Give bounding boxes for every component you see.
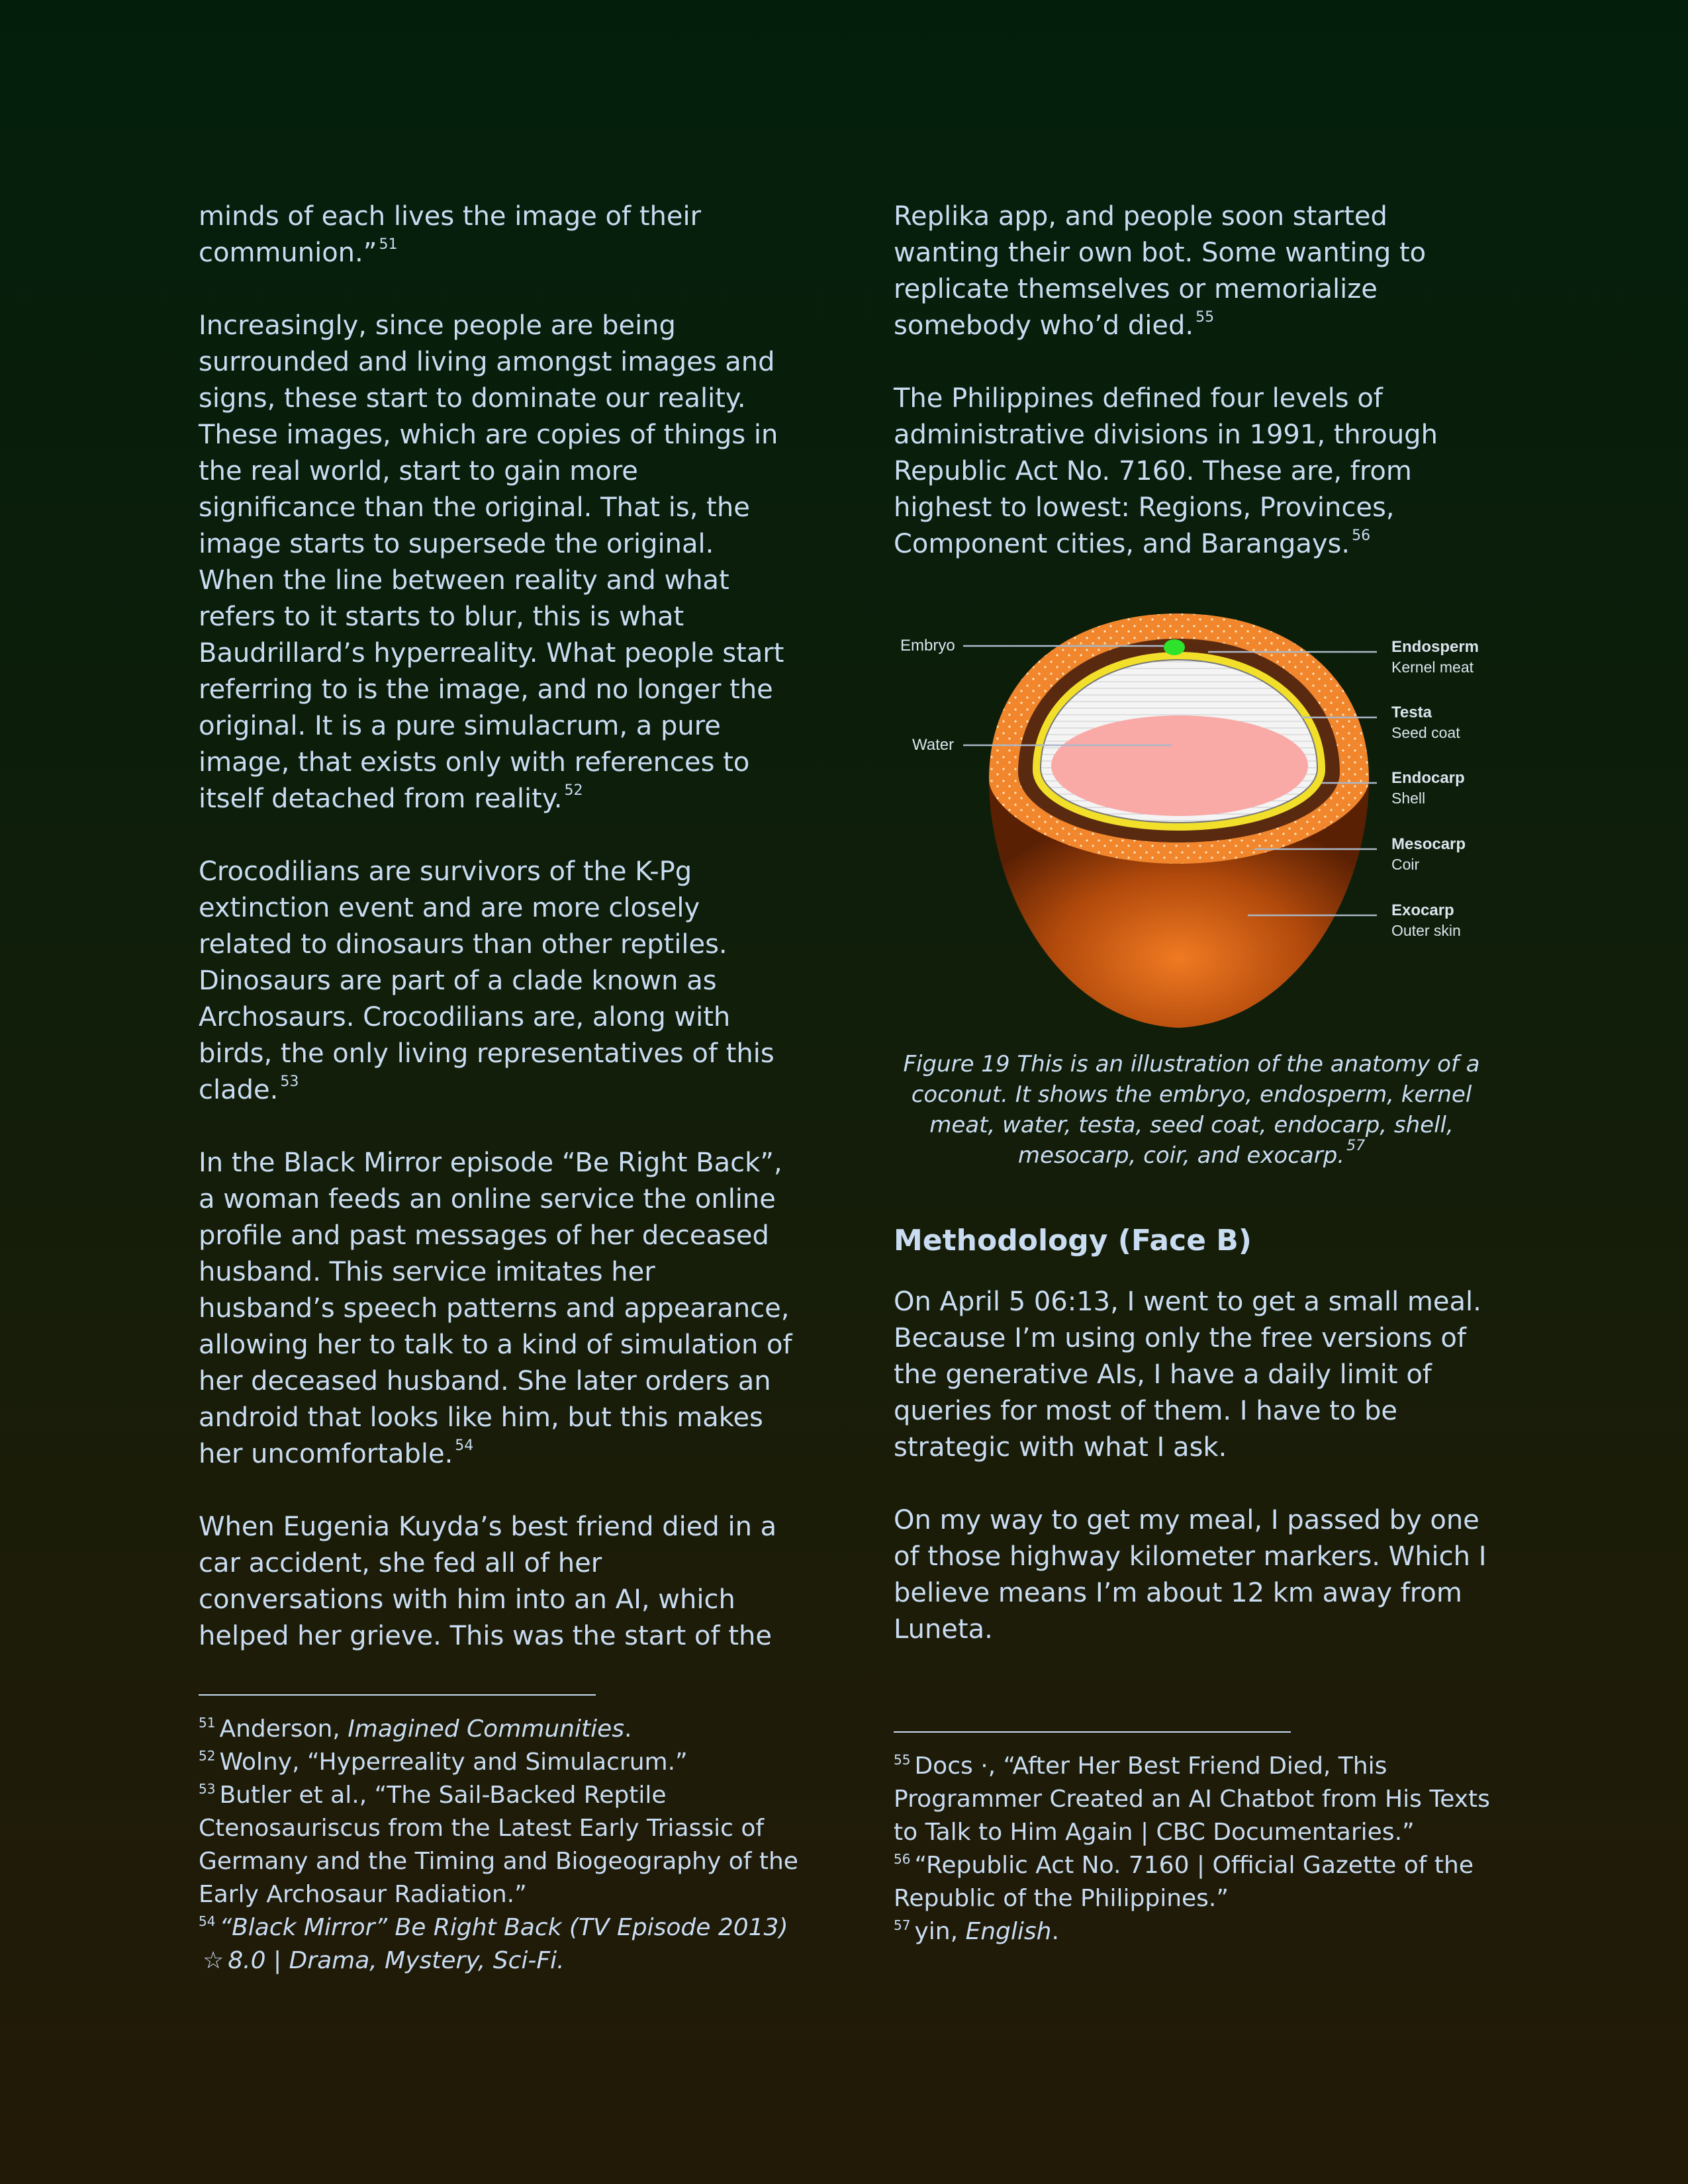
footnote-ref[interactable]: 53	[280, 1073, 299, 1091]
footnote-56: $^{56}$ “Republic Act No. 7160 | Official Gazette of the Republic of the Philippines.”	[894, 1851, 1474, 1912]
testa-sublabel: Seed coat	[1391, 724, 1460, 741]
paragraph: Replika app, and people soon started wanting their own bot. Some wanting to replicate themselves or memorialize somebody who’d died. $^{55}$	[894, 201, 1427, 341]
endocarp-sublabel: Shell	[1391, 790, 1426, 807]
footnotes-left	[199, 1694, 801, 1978]
endosperm-label: Endosperm	[1391, 638, 1479, 656]
left-column	[199, 199, 794, 1691]
footnote-ref[interactable]: 55	[1196, 309, 1215, 326]
footnote-ref[interactable]: 52	[564, 782, 583, 799]
footnote-ref[interactable]: 54	[455, 1437, 474, 1455]
footnote-51: $^{51}$ Anderson, Imagined Communities.	[199, 1715, 632, 1743]
right-column	[894, 199, 1489, 1684]
paragraph: Crocodilians are survivors of the K-Pg extinction event and are more closely related to dinosaurs than other reptiles. Dinosaurs are part of a clade known as Archosaurs. Crocodilians are, along with birds, the only living representatives of this clade. $^{53}$	[199, 856, 774, 1105]
footnote-57: $^{57}$ yin, English.	[894, 1917, 1059, 1945]
endocarp-label: Endocarp	[1391, 769, 1465, 787]
paragraph: On April 5 06:13, I went to get a small meal. Because I’m using only the free versions of the generative AIs, I have a daily limit of queries for most of them. I have to be strategic with what I ask.	[894, 1287, 1481, 1463]
star-icon: ☆	[203, 1947, 224, 1974]
coconut-diagram	[894, 599, 1489, 1049]
footnote-ref[interactable]: 51	[379, 236, 398, 253]
embryo-label: Embryo	[900, 637, 955, 655]
footnote-52: $^{52}$ Wolny, “Hyperreality and Simulacrum.”	[199, 1748, 688, 1776]
section-heading: Methodology (Face B)	[894, 1224, 1252, 1257]
exocarp-sublabel: Outer skin	[1391, 922, 1461, 939]
exocarp-label: Exocarp	[1391, 901, 1454, 919]
footnote-divider	[894, 1731, 1291, 1733]
paragraph: Increasingly, since people are being surrounded and living amongst images and signs, these start to dominate our reality. These images, which are copies of things in the real world, start to gain more significance than the original. That is, the image starts to supersede the original. When the line between reality and what refers to it starts to blur, this is what Baudrillard’s hyperreality. What people start referring to is the image, and no longer the original. It is a pure simulacrum, a pure image, that exists only with references to itself detached from reality. $^{52}$	[199, 310, 784, 814]
footnotes-right	[894, 1731, 1496, 1948]
water-label: Water	[912, 736, 955, 754]
mesocarp-label: Mesocarp	[1391, 835, 1466, 853]
endosperm-sublabel: Kernel meat	[1391, 659, 1474, 676]
figure-caption: Figure 19 This is an illustration of the anatomy of a coconut. It shows the embryo, endosperm, kernel meat, water, testa, seed coat, endocarp, shell, mesocarp, coir, and exocarp. $^{57}$	[903, 1051, 1480, 1169]
paragraph: On my way to get my meal, I passed by one of those highway kilometer markers. Which I believe means I’m about 12 km away from Luneta.	[894, 1505, 1487, 1645]
paragraph: minds of each lives the image of their communion.” $^{51}$	[199, 201, 702, 268]
water-pool	[1051, 715, 1308, 816]
footnote-divider	[199, 1694, 596, 1696]
paragraph: The Philippines defined four levels of administrative divisions in 1991, through Republic Act No. 7160. These are, from highest to lowest: Regions, Provinces, Component cities, and Barangays. $^{56}$	[894, 383, 1438, 559]
footnote-ref[interactable]: 56	[1352, 527, 1371, 545]
paragraph: When Eugenia Kuyda’s best friend died in a car accident, she fed all of her conversations with him into an AI, which helped her grieve. This was the start of the	[199, 1512, 777, 1651]
mesocarp-sublabel: Coir	[1391, 856, 1420, 873]
footnote-53: $^{53}$ Butler et al., “The Sail-Backed Reptile Ctenosauriscus from the Latest Early Triassic of Germany and the Timing and Biogeography of the Early Archosaur Radiation.”	[199, 1781, 798, 1908]
footnote-55: $^{55}$ Docs ·, “After Her Best Friend Died, This Programmer Created an AI Chatbot from His Texts to Talk to Him Again | CBC Documentaries.”	[894, 1752, 1490, 1846]
embryo-dot	[1164, 639, 1185, 655]
coconut-figure	[894, 599, 1489, 1049]
paragraph: In the Black Mirror episode “Be Right Back”, a woman feeds an online service the online profile and past messages of her deceased husband. This service imitates her husband’s speech patterns and appearance, allowing her to talk to a kind of simulation of her deceased husband. She later orders an android that looks like him, but this makes her uncomfortable. $^{54}$	[199, 1148, 792, 1469]
testa-label: Testa	[1391, 704, 1432, 721]
footnote-54: $^{54}$ “Black Mirror” Be Right Back (TV Episode 2013)☆ 8.0 | Drama, Mystery, Sci-Fi.	[199, 1911, 801, 1978]
footnote-ref[interactable]: 57	[1346, 1138, 1366, 1155]
